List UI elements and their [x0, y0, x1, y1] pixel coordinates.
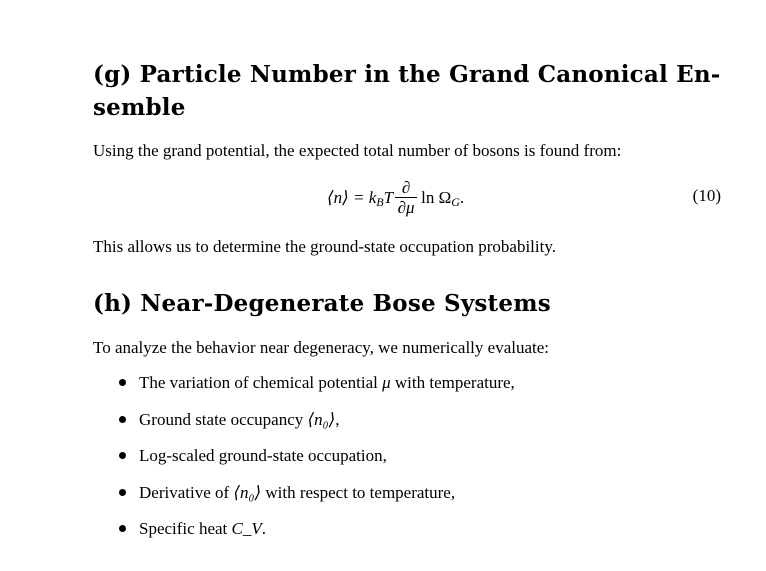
bullet-icon [119, 525, 126, 532]
section-h-heading: (h) Near-Degenerate Bose Systems [93, 290, 551, 317]
section-g-title-line1: (g) Particle Number in the Grand Canonical En- [93, 61, 721, 88]
equation-lhs: ⟨n⟩ = k [327, 188, 377, 207]
equation-number: (10) [692, 186, 721, 205]
list-item-text-end: . [261, 519, 266, 538]
equation-lhs-after: T [383, 188, 394, 207]
evaluation-list [119, 372, 515, 555]
list-item-text-end: , [335, 409, 340, 429]
section-g-title-line2: semble [93, 94, 186, 121]
equation-end: . [459, 188, 465, 207]
list-item-text-end: with temperature, [390, 373, 515, 392]
bullet-icon [119, 416, 126, 423]
section-g-after: This allows us to determine the ground-state occupation probability. [93, 237, 556, 256]
bullet-icon [119, 379, 126, 386]
list-item [119, 482, 515, 519]
list-item-math: C_V [231, 519, 262, 538]
list-item-text: The variation of chemical potential [139, 373, 383, 392]
list-item [119, 409, 515, 446]
section-g-intro: Using the grand potential, the expected total number of bosons is found from: [93, 141, 622, 160]
list-item-text: Log-scaled ground-state occupation, [139, 446, 387, 465]
equation-body [327, 172, 464, 224]
list-item [119, 445, 515, 482]
list-item-math: ⟨n₀⟩ [233, 482, 262, 502]
list-item [119, 518, 515, 555]
equation-rhs-subscript: G [451, 194, 460, 209]
fraction-numerator: ∂ [401, 177, 411, 197]
bullet-icon [119, 452, 126, 459]
equation-rhs: ln Ω [421, 188, 452, 207]
section-h-intro: To analyze the behavior near degeneracy, we numerically evaluate: [93, 338, 549, 357]
bullet-icon [119, 489, 126, 496]
section-g-heading [93, 58, 721, 124]
equation-10 [93, 172, 721, 224]
partial-fraction [395, 179, 417, 218]
list-item-text-end: with respect to temperature, [261, 482, 456, 502]
list-item-math: μ [382, 373, 391, 392]
fraction-denominator: ∂μ [397, 197, 415, 217]
list-item-math: ⟨n₀⟩ [307, 409, 336, 429]
list-item-text: Ground state occupancy [139, 409, 308, 429]
list-item-text: Specific heat [139, 519, 232, 538]
list-item-text: Derivative of [139, 482, 234, 502]
list-item [119, 372, 515, 409]
equation-lhs-subscript: B [376, 194, 384, 209]
